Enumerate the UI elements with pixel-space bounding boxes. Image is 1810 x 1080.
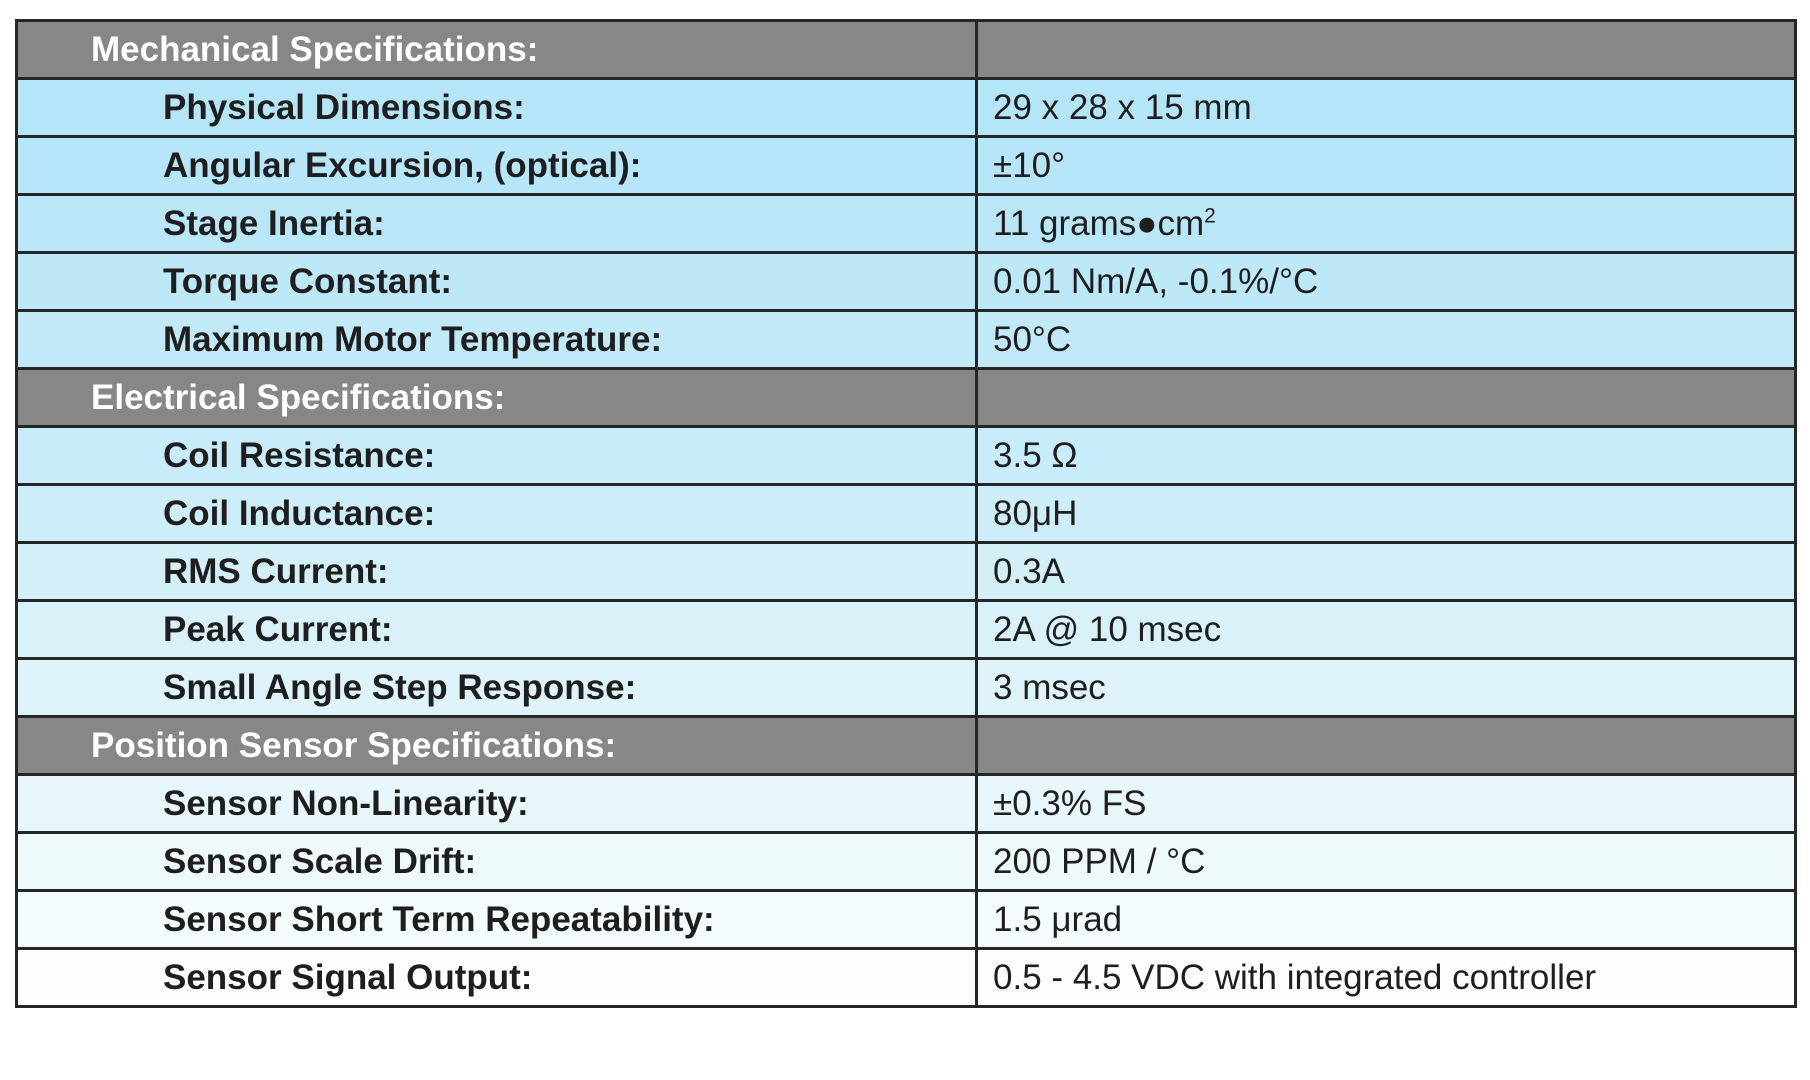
spec-label: Sensor Signal Output: xyxy=(17,949,977,1007)
spec-value: 29 x 28 x 15 mm xyxy=(977,79,1796,137)
section-title: Mechanical Specifications: xyxy=(17,21,977,79)
section-header-row xyxy=(17,21,1796,79)
spec-value: ±0.3% FS xyxy=(977,775,1796,833)
spec-label: Coil Inductance: xyxy=(17,485,977,543)
section-header-empty-cell xyxy=(977,717,1796,775)
spec-row xyxy=(17,195,1796,253)
spec-row xyxy=(17,485,1796,543)
spec-label: Physical Dimensions: xyxy=(17,79,977,137)
section-title: Position Sensor Specifications: xyxy=(17,717,977,775)
specifications-table xyxy=(15,19,1797,1008)
section-header-empty-cell xyxy=(977,369,1796,427)
spec-value: 0.3A xyxy=(977,543,1796,601)
spec-row xyxy=(17,775,1796,833)
spec-row xyxy=(17,253,1796,311)
spec-row xyxy=(17,659,1796,717)
spec-value: 11 $grams●cm^2$ xyxy=(977,195,1796,253)
section-title: Electrical Specifications: xyxy=(17,369,977,427)
spec-label: Angular Excursion, (optical): xyxy=(17,137,977,195)
spec-row xyxy=(17,427,1796,485)
spec-value: 200 PPM / °C xyxy=(977,833,1796,891)
spec-value: 3 msec xyxy=(977,659,1796,717)
spec-value: 3.5 Ω xyxy=(977,427,1796,485)
spec-row xyxy=(17,949,1796,1007)
spec-label: Sensor Scale Drift: xyxy=(17,833,977,891)
section-header-empty-cell xyxy=(977,21,1796,79)
spec-row xyxy=(17,137,1796,195)
spec-label: Maximum Motor Temperature: xyxy=(17,311,977,369)
spec-value: 0.5 - 4.5 VDC with integrated controller xyxy=(977,949,1796,1007)
specifications-table-body xyxy=(17,21,1796,1007)
spec-row xyxy=(17,79,1796,137)
spec-label: Torque Constant: xyxy=(17,253,977,311)
spec-value: 0.01 Nm/A, -0.1%/°C xyxy=(977,253,1796,311)
spec-label: Sensor Non-Linearity: xyxy=(17,775,977,833)
spec-label: Stage Inertia: xyxy=(17,195,977,253)
spec-row xyxy=(17,891,1796,949)
spec-value: 1.5 μrad xyxy=(977,891,1796,949)
spec-label: Coil Resistance: xyxy=(17,427,977,485)
spec-label: Small Angle Step Response: xyxy=(17,659,977,717)
section-header-row xyxy=(17,369,1796,427)
spec-value: 80μH xyxy=(977,485,1796,543)
spec-row xyxy=(17,601,1796,659)
spec-value: 50°C xyxy=(977,311,1796,369)
spec-row xyxy=(17,543,1796,601)
section-header-row xyxy=(17,717,1796,775)
spec-label: RMS Current: xyxy=(17,543,977,601)
spec-row xyxy=(17,833,1796,891)
spec-value: 2A @ 10 msec xyxy=(977,601,1796,659)
spec-row xyxy=(17,311,1796,369)
spec-value: ±10° xyxy=(977,137,1796,195)
spec-label: Sensor Short Term Repeatability: xyxy=(17,891,977,949)
spec-label: Peak Current: xyxy=(17,601,977,659)
